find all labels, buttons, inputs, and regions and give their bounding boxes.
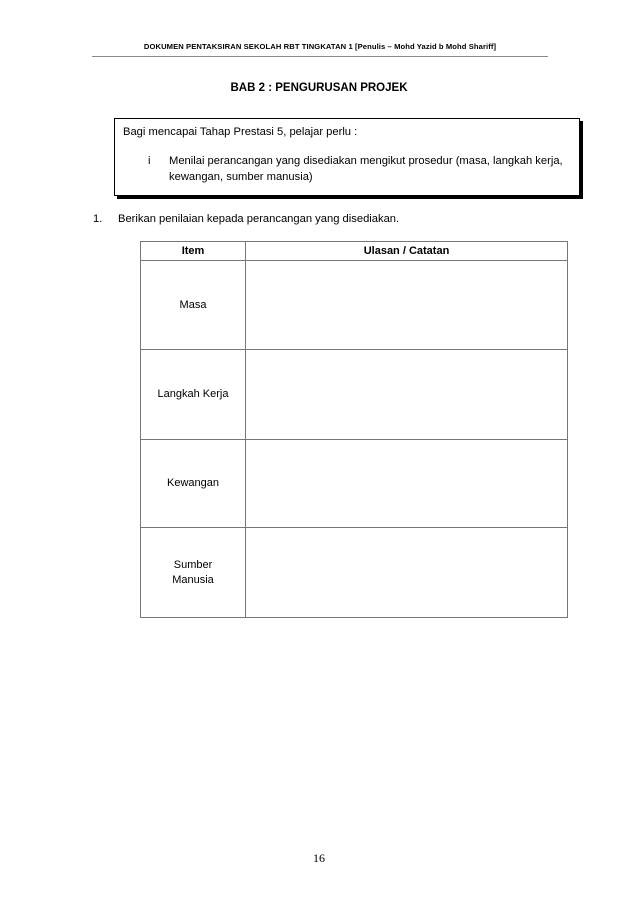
notes-cell[interactable] [246,528,568,618]
table-row [141,350,568,440]
objective-box [114,118,580,196]
item-cell: Kewangan [141,440,246,528]
notes-cell[interactable] [246,261,568,350]
column-header-item: Item [141,242,246,261]
table-header-row [141,242,568,261]
item-cell: Masa [141,261,246,350]
notes-cell[interactable] [246,350,568,440]
table-row [141,261,568,350]
objective-item-text: Menilai perancangan yang disediakan mengikut prosedur (masa, langkah kerja, kewangan, sumber manusia) [169,155,563,183]
question-text: Berikan penilaian kepada perancangan yang disediakan. [118,213,400,225]
table-row [141,528,568,618]
item-cell: Langkah Kerja [141,350,246,440]
notes-cell[interactable] [246,440,568,528]
question-number: 1. [93,213,103,225]
item-cell: Sumber Manusia [141,528,246,618]
table-row [141,440,568,528]
objective-intro: Bagi mencapai Tahap Prestasi 5, pelajar perlu : [123,126,358,138]
chapter-title: BAB 2 : PENGURUSAN PROJEK [230,82,408,94]
column-header-notes: Ulasan / Catatan [246,242,568,261]
document-header: DOKUMEN PENTAKSIRAN SEKOLAH RBT TINGKATAN 1 [Penulis – Mohd Yazid b Mohd Shariff] [143,42,497,51]
page-number: 16 [313,851,325,865]
header-rule [92,56,548,57]
assessment-table [140,241,568,618]
objective-item-marker: i [148,155,151,167]
